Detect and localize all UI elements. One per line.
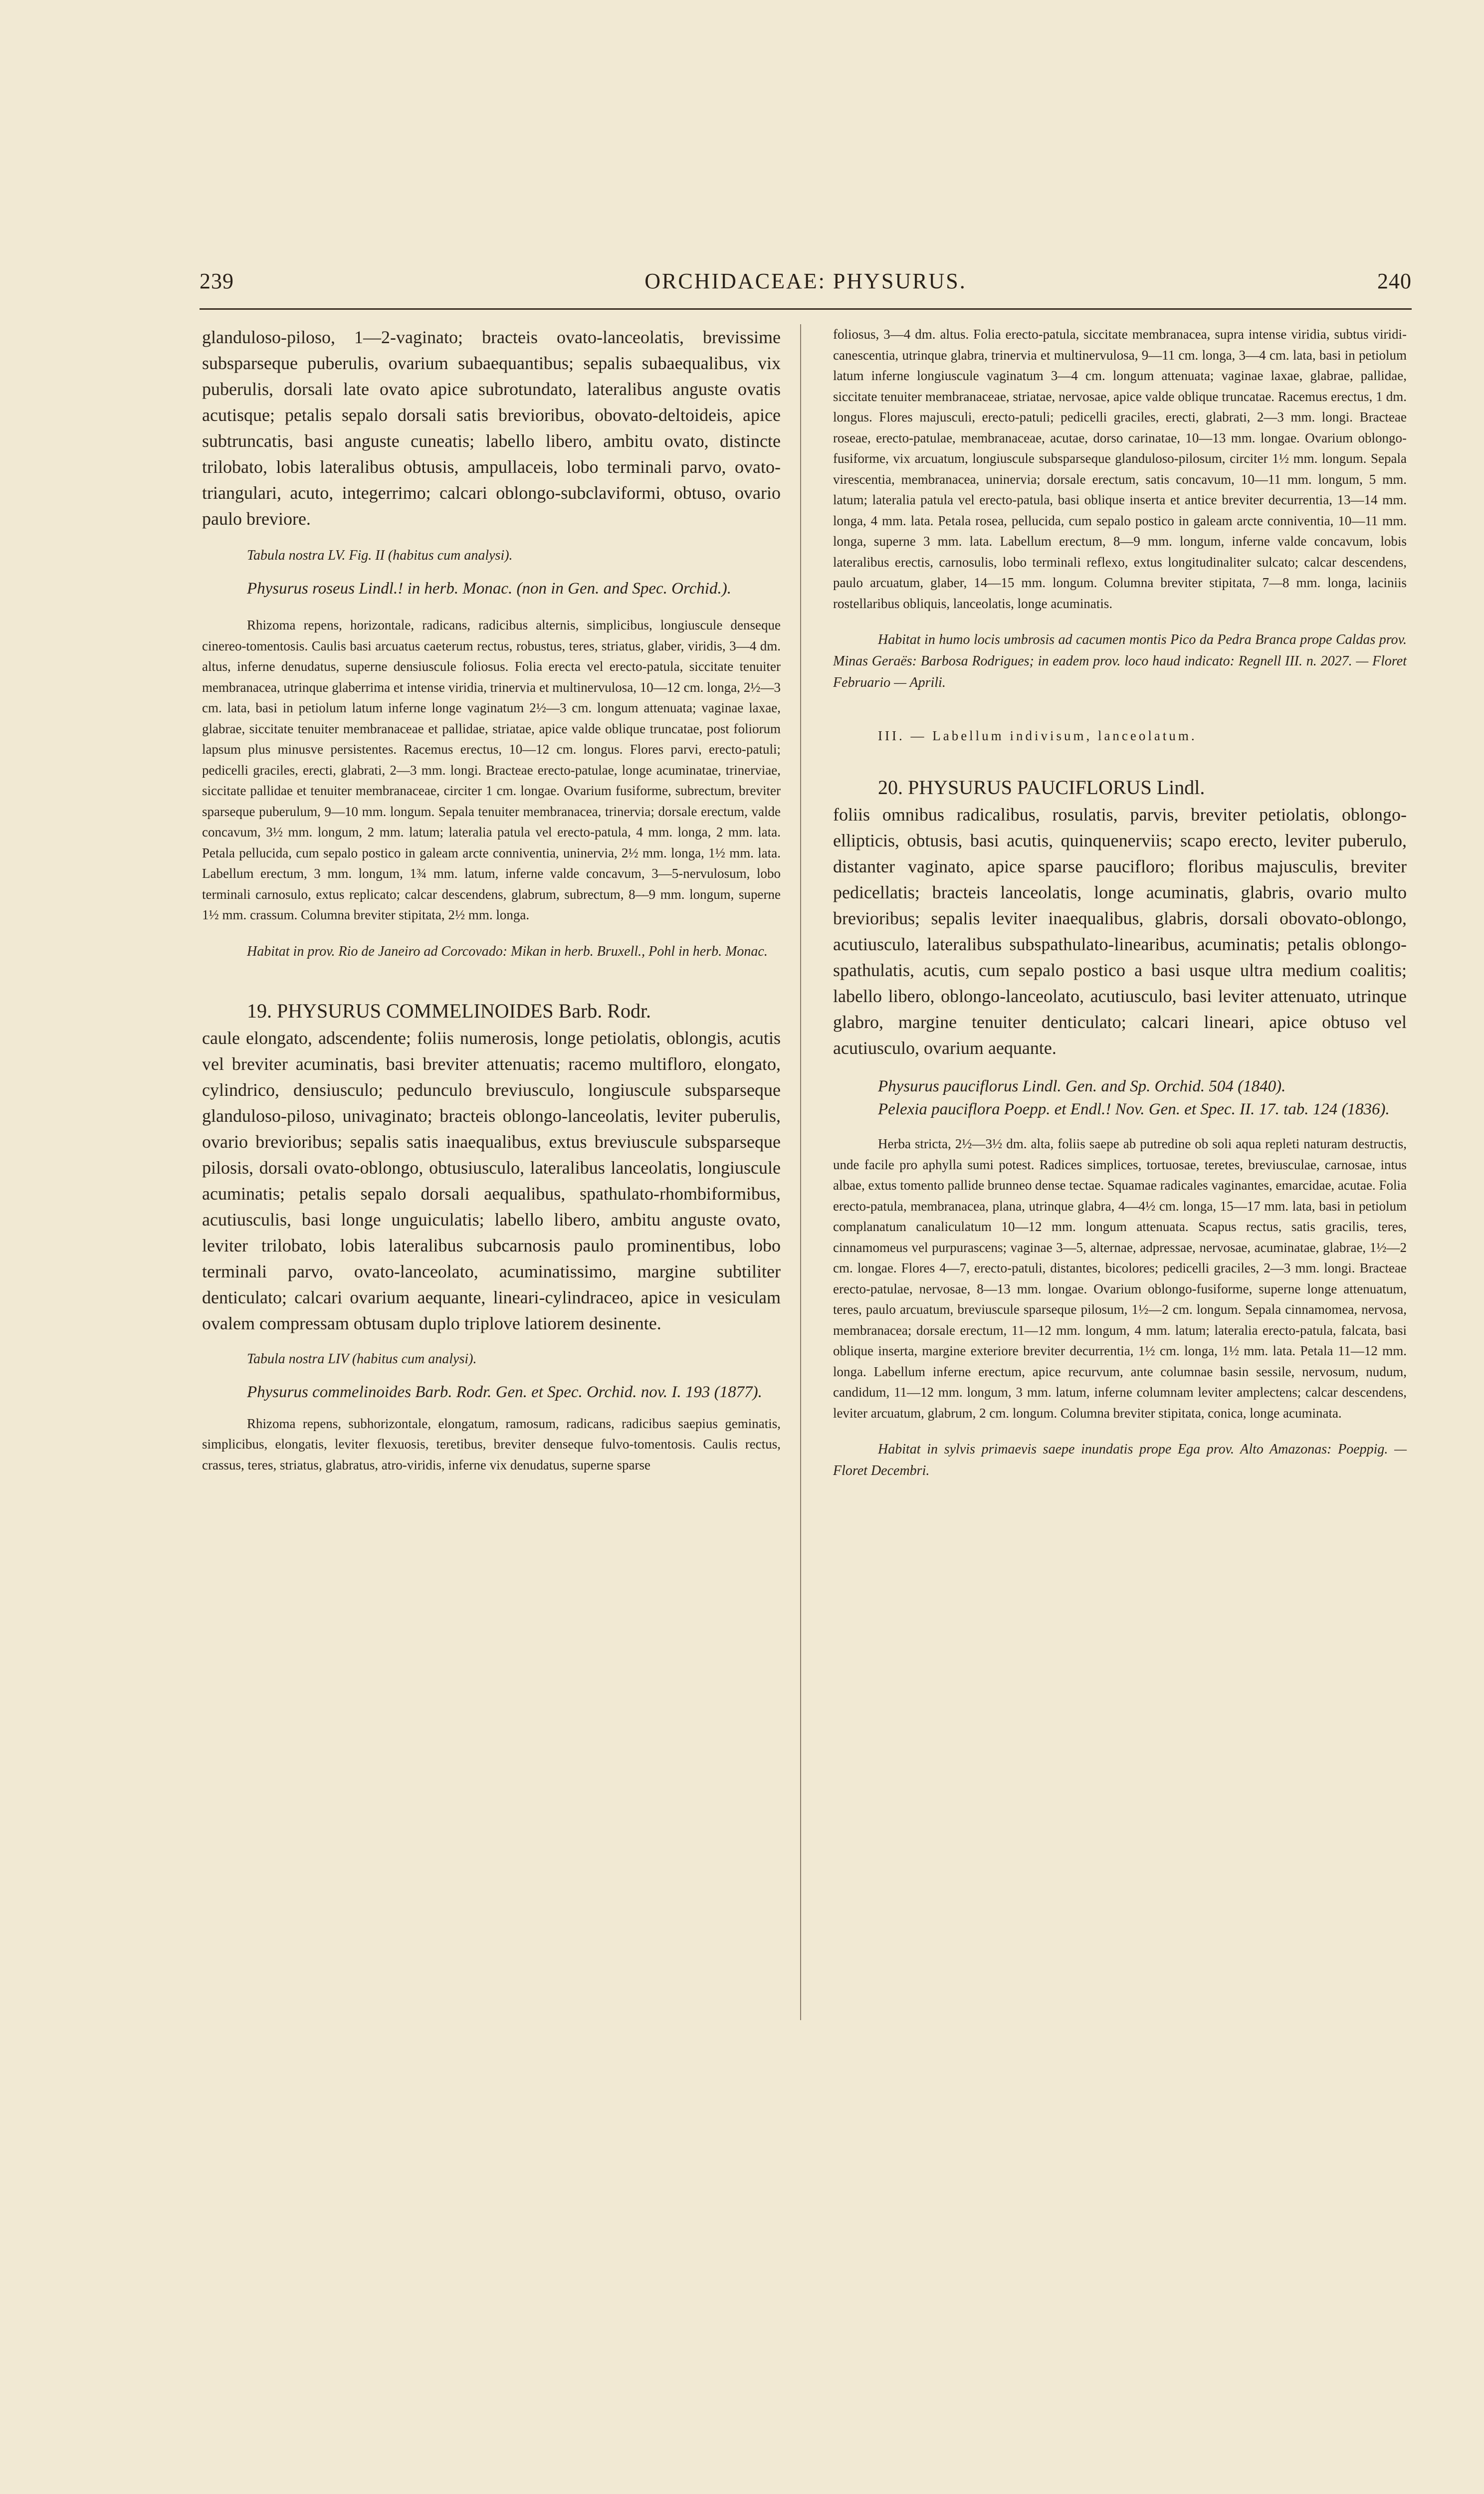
habitat: Habitat in sylvis primaevis saepe inundatis prope Ega prov. Alto Amazonas: Poeppig. — Floret Decembri. xyxy=(833,1442,1407,1478)
plate-reference: Tabula nostra LV. Fig. II (habitus cum analysi). xyxy=(247,548,513,563)
synonym: Physurus pauciflorus Lindl. Gen. and Sp. Orchid. 504 (1840). xyxy=(878,1077,1286,1095)
detailed-description: Rhizoma repens, subhorizontale, elongatum, ramosum, radicans, radicibus saepius geminatis, simplicibus, elongatis, leviter flexuosis, teretibus, breviter denseque fulvo-tomentosis. Caulis rectus, crassus, teres, striatus, glabratus, atro-viridis, inferne vix denudatus, superne sparse xyxy=(202,1416,781,1472)
description-paragraph: glanduloso-piloso, 1—2-vaginato; bracteis ovato-lanceolatis, brevissime subsparseque puberulis, ovarium subaequantibus; sepalis subaequalibus, vix puberulis, dorsali late ovato apice subrotundato, lateralibus anguste ovatis acutisque; petalis sepalo dorsali satis brevioribus, obovato-deltoideis, apice subtruncatis, basi anguste cuneatis; labello libero, ambitu ovato, distincte trilobato, lobis lateralibus obtusis, ampullaceis, lobo terminali parvo, ovato-triangulari, acuto, integerrimo; calcari oblongo-subclaviformi, obtuso, ovario paulo breviore. xyxy=(202,327,781,529)
habitat: Habitat in humo locis umbrosis ad cacumen montis Pico da Pedra Branca prope Caldas prov. Minas Geraës: Barbosa Rodrigues; in eadem prov. loco haud indicato: Regnell III. n. 2027. — Floret Februario — Aprili. xyxy=(833,632,1407,690)
synonym: Physurus roseus Lindl.! in herb. Monac. (non in Gen. and Spec. Orchid.). xyxy=(247,580,731,598)
detailed-description-continued: foliosus, 3—4 dm. altus. Folia erecto-patula, siccitate membranacea, supra intense viridia, subtus viridi-canescentia, utrinque glabra, trinervia et multinervulosa, 9—11 cm. longa, 3—4 cm. lata, basi in petiolum latum inferne longiuscule vaginatum 3—4 cm. longum attenuata; vaginae laxae, glabrae, pallidae, siccitate tenuiter membranaceae, striatae, nervosae, apice valde oblique truncatae. Racemus erectus, 1 dm. longus. Flores majusculi, erecto-patuli; pedicelli graciles, erecti, glabrati, 2—3 mm. longi. Bracteae roseae, erecto-patulae, membranaceae, acutae, dorso carinatae, 10—13 mm. longae. Ovarium oblongo-fusiforme, vix arcuatum, longiuscule subsparseque glanduloso-pilosum, circiter 1½ mm. longum. Sepala virescentia, membranacea, uninervia; dorsale erectum, satis concavum, 10—11 mm. longum, 5 mm. latum; lateralia patula vel erecto-patula, basi oblique inserta et antice breviter decurrentia, 13—14 mm. longa, 4 mm. lata. Petala rosea, pellucida, cum sepalo postico in galeam arcte conniventia, 10—11 mm. longa, superne 3 mm. lata. Labellum erectum, 8—9 mm. longum, inferne valde concavum, lobis lateralibus erectis, carnosulis, lobo terminali reflexo, extus longitudinaliter sulcato; calcar descendens, paulo arcuatum, glaber, 14—15 mm. longum. Columna breviter stipitata, 7—8 mm. longa, laciniis rostellaribus obliquis, lanceolatis, longe acuminatis. xyxy=(833,327,1407,611)
running-header xyxy=(200,268,1412,303)
column-divider xyxy=(800,324,801,2020)
species-heading: 20. PHYSURUS PAUCIFLORUS Lindl. xyxy=(878,776,1205,799)
species-diagnosis: foliis omnibus radicalibus, rosulatis, parvis, breviter petiolatis, oblongo-ellipticis, obtusis, basi acutis, quinquenerviis; scapo erecto, leviter puberulo, distanter vaginato, apice sparse paucifloro; floribus majusculis, breviter pedicellatis; bracteis lanceolatis, longe acuminatis, glabris, ovario multo brevioribus; sepalis leviter inaequalibus, glabris, dorsali obovato-oblongo, acutiusculo, lateralibus subspathulato-linearibus, acuminatis; petalis oblongo-spathulatis, acutis, cum sepalo postico a basi usque ultra medium coalitis; labello libero, oblongo-lanceolato, acutiusculo, basi leviter attenuato, utrinque glabro, margine tenuiter denticulato; calcari lineari, apice obtuso vel acutiusculo, ovarium aequante. xyxy=(833,805,1407,1058)
synonym: Pelexia pauciflora Poepp. et Endl.! Nov. Gen. et Spec. II. 17. tab. 124 (1836). xyxy=(878,1100,1390,1118)
species-heading-label: 19. PHYSURUS COMMELINOIDES Barb. Rodr. xyxy=(247,999,651,1022)
synonym: Physurus commelinoides Barb. Rodr. Gen. et Spec. Orchid. nov. I. 193 (1877). xyxy=(247,1383,762,1401)
habitat: Habitat in prov. Rio de Janeiro ad Corcovado: Mikan in herb. Bruxell., Pohl in herb. Monac. xyxy=(247,943,768,959)
detailed-description: Rhizoma repens, horizontale, radicans, radicibus alternis, simplicibus, longiuscule denseque cinereo-tomentosis. Caulis basi arcuatus caeterum rectus, robustus, teres, striatus, glaber, viridis, 3—4 dm. altus, inferne denudatus, superne densiuscule foliosus. Folia erecta vel erecto-patula, siccitate tenuiter membranacea, utrinque glaberrima et intense viridia, trinervia et multinervulosa, 10—12 cm. longa, 2½—3 cm. lata, basi in petiolum latum inferne longe vaginatum 2½—3 cm. longum attenuata; vaginae laxae, glabrae, siccitate tenuiter membranaceae et pallidae, striatae, apice valde oblique truncatae, post foliorum lapsum plus minusve persistentes. Racemus erectus, 10—12 cm. longus. Flores parvi, erecto-patuli; pedicelli graciles, erecti, glabrati, 2—3 mm. longi. Bracteae erecto-patulae, longe acuminatae, trinerviae, siccitate pallidae et tenuiter membranaceae, circiter 1 cm. longae. Ovarium fusiforme, subrectum, breviter sparseque puberulum, 9—10 mm. longum. Sepala tenuiter membranacea, trinervia; dorsale erectum, valde concavum, 3½ mm. longum, 2 mm. latum; lateralia patula vel erecto-patula, 4 mm. longa, 2 mm. lata. Petala pellucida, cum sepalo postico in galeam arcte conniventia, uninervia, 2½ mm. longa, 1½ mm. lata. Labellum erectum, 3 mm. longum, 1¾ mm. latum, inferne valde concavum, 3—5-nervulosum, lobo terminali carnosulo, extus replicato; calcar descendens, glabrum, subrectum, 8—9 mm. longum, superne 1½ mm. crassum. Columna breviter stipitata, 2½ mm. longa. xyxy=(202,618,781,922)
left-column xyxy=(202,324,781,1475)
species-heading xyxy=(202,997,781,1025)
header-rule xyxy=(200,308,1412,310)
running-title: ORCHIDACEAE: PHYSURUS. xyxy=(644,269,967,293)
page-number-left: 239 xyxy=(200,269,234,293)
detailed-description: Herba stricta, 2½—3½ dm. alta, foliis saepe ab putredine ob soli aqua repleti naturam destructis, unde facile pro aphylla sumi potest. Radices simplices, tortuosae, teretes, breviusculae, carnosae, intus albae, extus tomento pallide brunneo dense tectae. Squamae radicales vaginantes, emarcidae, acutae. Folia erecto-patula, membranacea, plana, utrinque glabra, 4—4½ cm. longa, 15—17 mm. lata, basi in petiolum complanatum canaliculatum 10—12 mm. longum attenuata. Scapus rectus, satis gracilis, teres, cinnamomeus vel purpurascens; vaginae 3—5, alternae, adpressae, nervosae, acuminatae, glabrae, 1½—2 cm. longae. Flores 4—7, erecto-patuli, distantes, bicolores; pedicelli graciles, 2—3 mm. longi. Bracteae erecto-patulae, nervosae, 8—13 mm. longae. Ovarium oblongo-fusiforme, superne longe attenuatum, teres, paulo arcuatum, breviuscule sparseque pilosum, 1½—2 cm. longum. Sepala cinnamomea, nervosa, membranacea; dorsale erectum, 11—12 mm. longum, 4 mm. latum; lateralia erecto-patula, falcata, basi oblique inserta, margine exteriore breviter decurrentia, 1½ cm. longa, 1½ mm. lata. Petala 11—12 mm. longa. Labellum inferne erectum, apice recurvum, ante columnae basin sessile, nervosum, nudum, candidum, 11—12 mm. longum, 3 mm. latum, inferne columnam leviter amplectens; calcar descendens, leviter arcuatum, glabrum, 2 cm. longum. Columna breviter stipitata, conica, longe acuminata. xyxy=(833,1136,1407,1421)
page-number-right: 240 xyxy=(1377,269,1412,293)
right-column xyxy=(833,324,1407,1481)
plate-reference: Tabula nostra LIV (habitus cum analysi). xyxy=(247,1351,477,1367)
species-diagnosis: caule elongato, adscendente; foliis numerosis, longe petiolatis, oblongis, acutis vel breviter acuminatis, basi breviter attenuatis; racemo multifloro, elongato, cylindrico, densiusculo; pedunculo breviusculo, longiuscule subsparseque glanduloso-piloso, univaginato; bracteis oblongo-lanceolatis, leviter puberulis, ovario brevioribus; sepalis satis inaequalibus, extus breviuscule subsparseque pilosis, dorsali ovato-oblongo, obtusiusculo, lateralibus lanceolatis, longiuscule acuminatis; petalis sepalo dorsali aequalibus, spathulato-rhombiformibus, acutiusculis, basi longe unguiculatis; labello libero, ambitu anguste ovato, leviter trilobato, lobis lateralibus subcarnosis paulo prominentibus, lobo terminali parvo, ovato-lanceolato, acuminatissimo, margine subtiliter denticulato; calcari ovarium aequante, lineari-cylindraceo, apice in vesiculam ovalem compressam obtusam duplo triplove latiorem desinente. xyxy=(202,1028,781,1333)
section-heading: III. — Labellum indivisum, lanceolatum. xyxy=(878,728,1197,743)
